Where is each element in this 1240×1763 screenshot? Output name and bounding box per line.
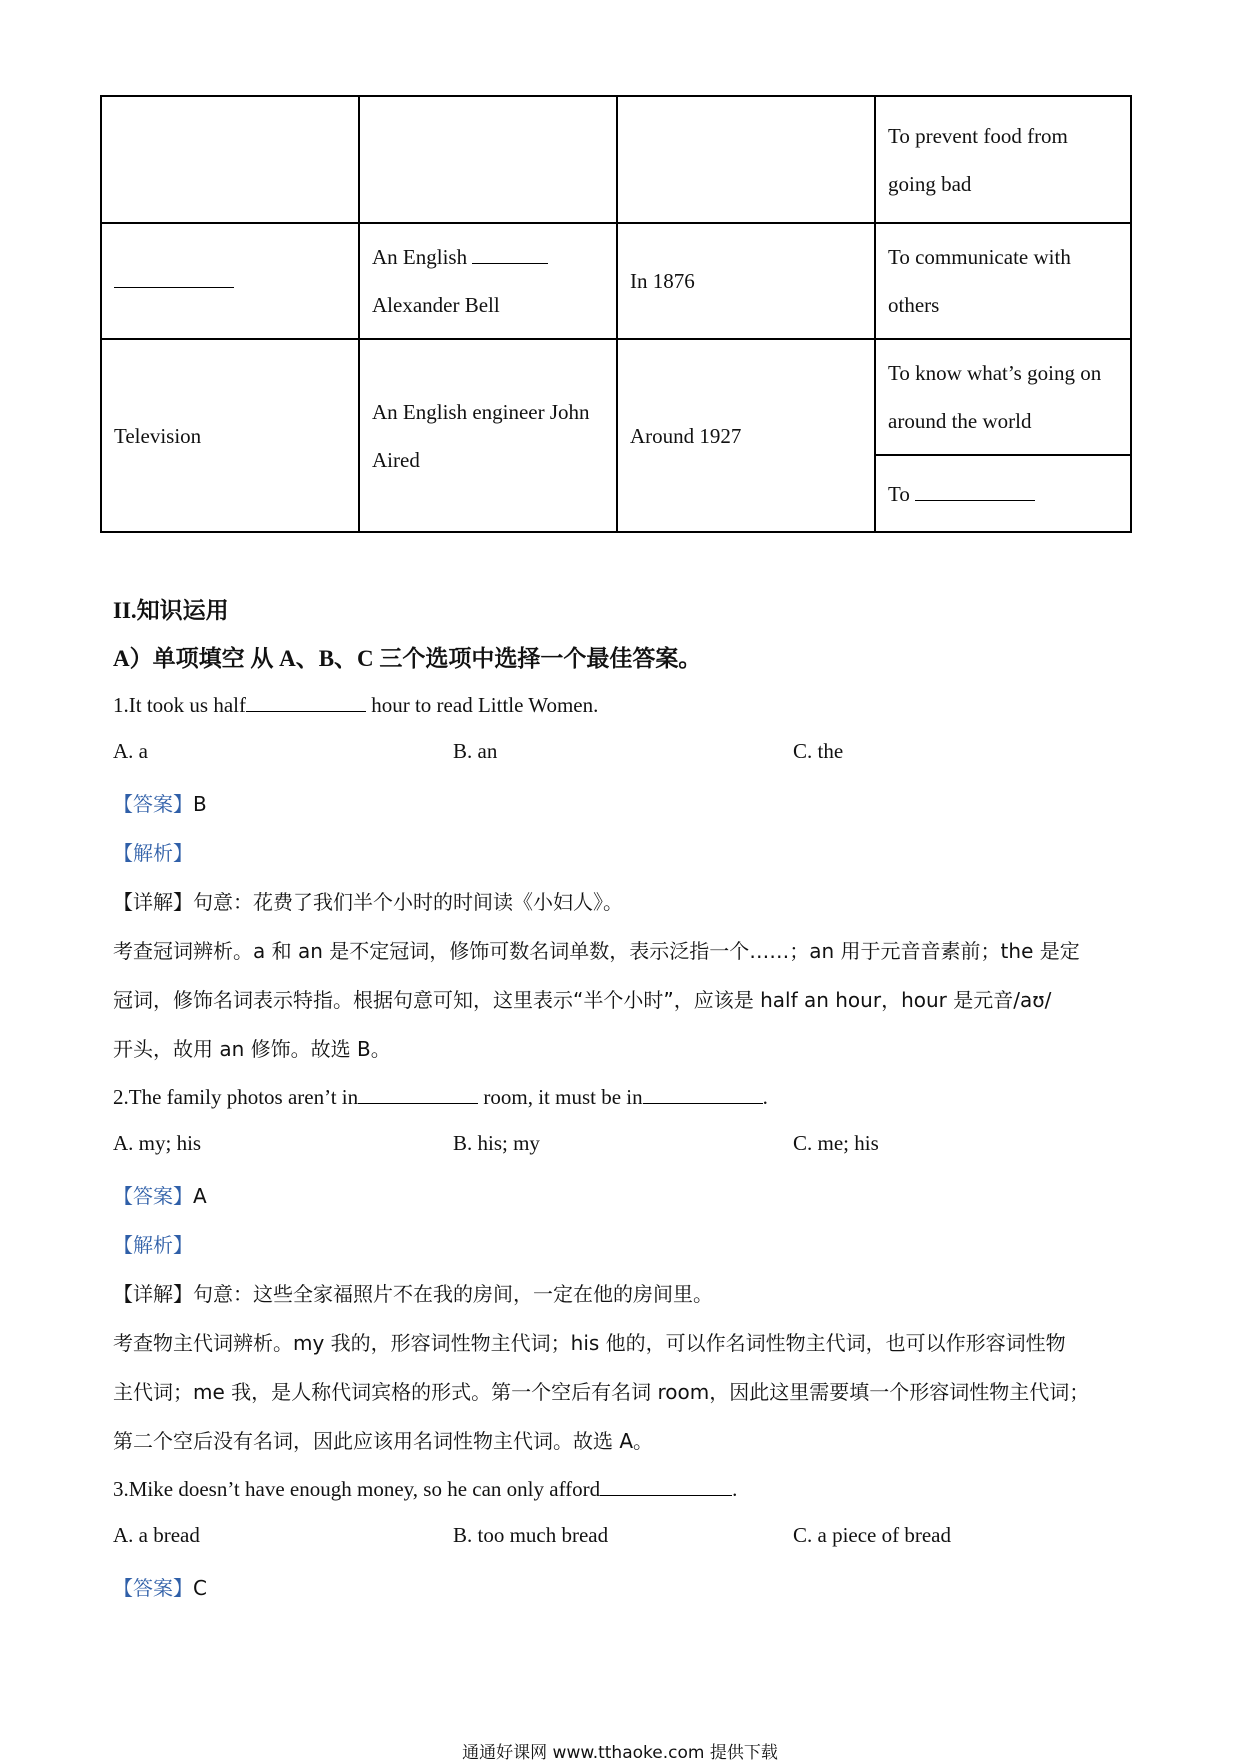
answer-line <box>113 788 207 817</box>
answer-blank[interactable] <box>472 242 548 264</box>
page-footer: 通通好课网 www.tthaoke.com 提供下载 <box>462 1743 778 1763</box>
answer-blank[interactable] <box>915 479 1035 501</box>
stem-text: . <box>732 1477 738 1501</box>
option-b[interactable]: B. an <box>453 739 498 763</box>
cell-text <box>372 233 604 281</box>
answer-blank[interactable] <box>114 266 234 288</box>
cell-text: To know what’s going on <box>888 361 1102 385</box>
option-c[interactable]: C. a piece of bread <box>793 1523 952 1547</box>
stem-text: 3.Mike doesn’t have enough money, so he can only afford <box>113 1477 601 1501</box>
answer-line <box>113 1572 207 1601</box>
explanation-line: 开头，故用 an 修饰。故选 B。 <box>113 1037 391 1061</box>
option-a[interactable]: A. a bread <box>113 1523 200 1547</box>
explanation-line: 冠词，修饰名词表示特指。根据句意可知，这里表示“半个小时”，应该是 half an hour，hour 是元音/aʊ/ <box>113 988 1052 1012</box>
section-heading: II.知识运用 <box>113 598 229 623</box>
question-3-stem <box>113 1474 737 1502</box>
option-a[interactable]: A. my; his <box>113 1131 202 1155</box>
stem-text: room, it must be in <box>478 1085 643 1109</box>
table-cell <box>617 96 875 223</box>
option-b[interactable]: B. too much bread <box>453 1523 609 1547</box>
cell-text: To prevent food from <box>888 123 1068 148</box>
table-cell <box>359 96 617 223</box>
cell-text: around the world <box>888 409 1032 433</box>
cell-text-part: An English <box>372 245 468 269</box>
answer-blank[interactable] <box>358 1082 478 1104</box>
stem-text: 2.The family photos aren’t in <box>113 1085 359 1109</box>
stem-text: 1.It took us half <box>113 693 246 717</box>
detail-text: 句意：这些全家福照片不在我的房间，一定在他的房间里。 <box>193 1282 713 1306</box>
answer-label: 【答案】 <box>113 1184 193 1208</box>
answer-label: 【答案】 <box>113 1576 193 1600</box>
detail-text: 句意：花费了我们半个小时的时间读《小妇人》。 <box>193 890 623 914</box>
cell-text: Alexander Bell <box>372 293 500 317</box>
table-row <box>101 223 1131 339</box>
inventions-table <box>100 95 1132 533</box>
answer-value: C <box>193 1576 207 1600</box>
cell-text: Aired <box>372 447 420 472</box>
table-row <box>101 96 1131 223</box>
detail-line <box>113 886 623 915</box>
explanation-line: 考查物主代词辨析。my 我的，形容词性物主代词；his 他的，可以作名词性物主代词，也可以作形容词性物 <box>113 1331 1066 1355</box>
table-cell <box>101 96 359 223</box>
answer-line <box>113 1180 207 1209</box>
analysis-label: 【解析】 <box>113 841 193 865</box>
cell-text: others <box>888 293 940 317</box>
table-cell <box>875 223 1131 339</box>
answer-value: B <box>193 792 207 816</box>
cell-text: An English engineer John <box>372 399 590 424</box>
table-cell <box>875 96 1131 223</box>
analysis-label: 【解析】 <box>113 1233 193 1257</box>
stem-text: . <box>762 1085 768 1109</box>
detail-label: 【详解】 <box>113 1282 193 1306</box>
explanation-line: 主代词；me 我，是人称代词宾格的形式。第一个空后有名词 room，因此这里需要填一个形容词性物主代词； <box>113 1380 1090 1404</box>
cell-text: To <box>888 481 910 506</box>
option-a[interactable]: A. a <box>113 739 148 763</box>
answer-blank[interactable] <box>246 690 366 712</box>
section-subheading: A）单项填空 从 A、B、C 三个选项中选择一个最佳答案。 <box>113 646 702 671</box>
answer-value: A <box>193 1184 207 1208</box>
table-cell <box>359 339 617 532</box>
stem-text: hour to read Little Women. <box>365 693 599 717</box>
question-1-stem <box>113 690 598 718</box>
detail-label: 【详解】 <box>113 890 193 914</box>
table-cell: In 1876 <box>617 223 875 339</box>
table-cell <box>875 339 1131 455</box>
table-cell <box>875 455 1131 532</box>
option-b[interactable]: B. his; my <box>453 1131 540 1155</box>
explanation-line: 考查冠词辨析。a 和 an 是不定冠词，修饰可数名词单数，表示泛指一个……；an 用于元音音素前；the 是定 <box>113 939 1080 963</box>
answer-label: 【答案】 <box>113 792 193 816</box>
table-cell: Television <box>101 339 359 532</box>
detail-line <box>113 1278 713 1307</box>
cell-text: To communicate with <box>888 245 1071 269</box>
option-c[interactable]: C. the <box>793 739 844 763</box>
option-c[interactable]: C. me; his <box>793 1131 879 1155</box>
answer-blank[interactable] <box>600 1474 732 1496</box>
table-cell: Around 1927 <box>617 339 875 532</box>
answer-blank[interactable] <box>643 1082 763 1104</box>
explanation-line: 第二个空后没有名词，因此应该用名词性物主代词。故选 A。 <box>113 1429 654 1453</box>
table-cell <box>359 223 617 339</box>
table-row <box>101 339 1131 455</box>
question-2-stem <box>113 1082 768 1110</box>
cell-text: going bad <box>888 171 972 196</box>
table-cell <box>101 223 359 339</box>
